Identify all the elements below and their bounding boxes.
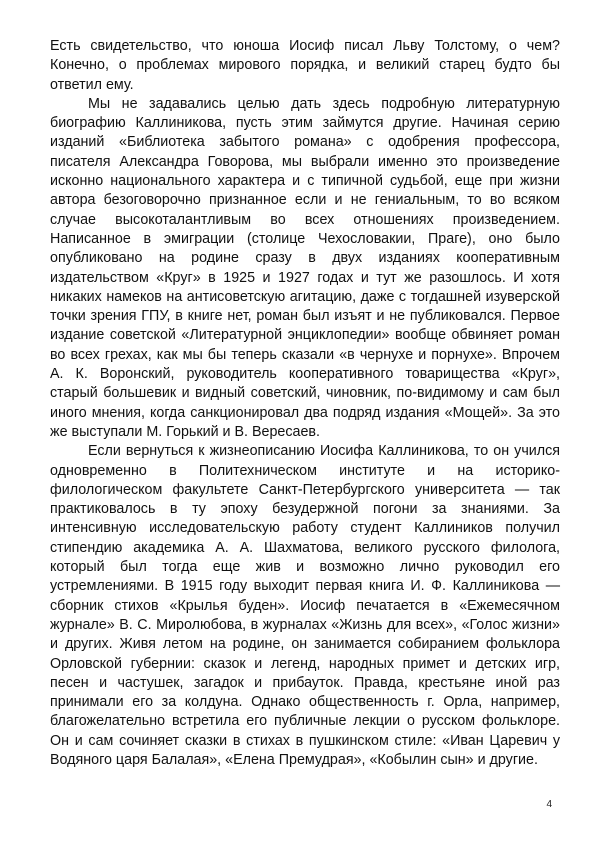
paragraph-kallinikov-life: Если вернуться к жизнеописанию Иосифа Каллиникова, то он учился одновременно в Политехническом институте и на историко-филологическом факультете Санкт-Петербургского университета — так практиковалось в ту эпоху безудержной погони за знаниями. За интенсивную исследовательскую работу студент Каллиников получил стипендию академика А. А. Шахматова, великого русского филолога, который был тогда еще жив и возможно лично руководил его устремлениями. В 1915 году выходит первая книга И. Ф. Каллиникова — сборник стихов «Крылья буден». Иосиф печатается в «Ежемесячном журнале» В. С. Миролюбова, в журналах «Жизнь для всех», «Голос жизни» и других. Живя летом на родине, он занимается собиранием фольклора Орловской губернии: сказок и легенд, народных примет и детских игр, песен и частушек, загадок и прибауток. Правда, крестьяне иной раз принимали его за колдуна. Однако общественность г. Орла, например, благожелательно встретила его публичные лекции о русском фольклоре. Он и сам сочиняет сказки в стихах в пушкинском стиле: «Иван Царевич у Водяного царя Балалая», «Елена Премудрая», «Кобылин сын» и другие. [50,443,560,768]
page-body [50,37,560,770]
paragraph-literary-biography: Мы не задавались целью дать здесь подробную литературную биографию Каллиникова, пусть этим займутся другие. Начиная серию изданий «Библиотека забытого романа» с одобрения профессора, писателя Александра Говорова, мы выбрали именно это произведение исконно национального характера и с типичной судьбой, еще при жизни автора безоговорочно признанное если и не гениальным, то во всяком случае высокоталантливым во всех отношениях произведением. Написанное в эмиграции (столице Чехословакии, Праге), оно было опубликовано на родине сразу в двух изданиях кооперативным издательством «Круг» в 1925 и 1927 годах и тут же разошлось. И хотя никаких намеков на антисоветскую агитацию, даже с тогдашней изуверской точки зрения ГПУ, в книге нет, роман был изъят и не публиковался. Первое издание советской «Литературной энциклопедии» вообще обвиняет роман во всех грехах, как мы бы теперь сказали «в чернухе и порнухе». Впрочем А. К. Воронский, руководитель кооперативного товарищества «Круг», старый большевик и видный советский, чиновник, по-видимому и сам был иного мнения, когда санкционировал два подряд издания «Мощей». За это же выступали М. Горький и В. Вересаев. [50,95,560,440]
page-number: 4 [546,799,552,810]
paragraph-tolstoy-letter: Есть свидетельство, что юноша Иосиф писал Льву Толстому, о чем? Конечно, о проблемах мирового порядка, и великий старец будто бы ответил ему. [50,38,560,93]
